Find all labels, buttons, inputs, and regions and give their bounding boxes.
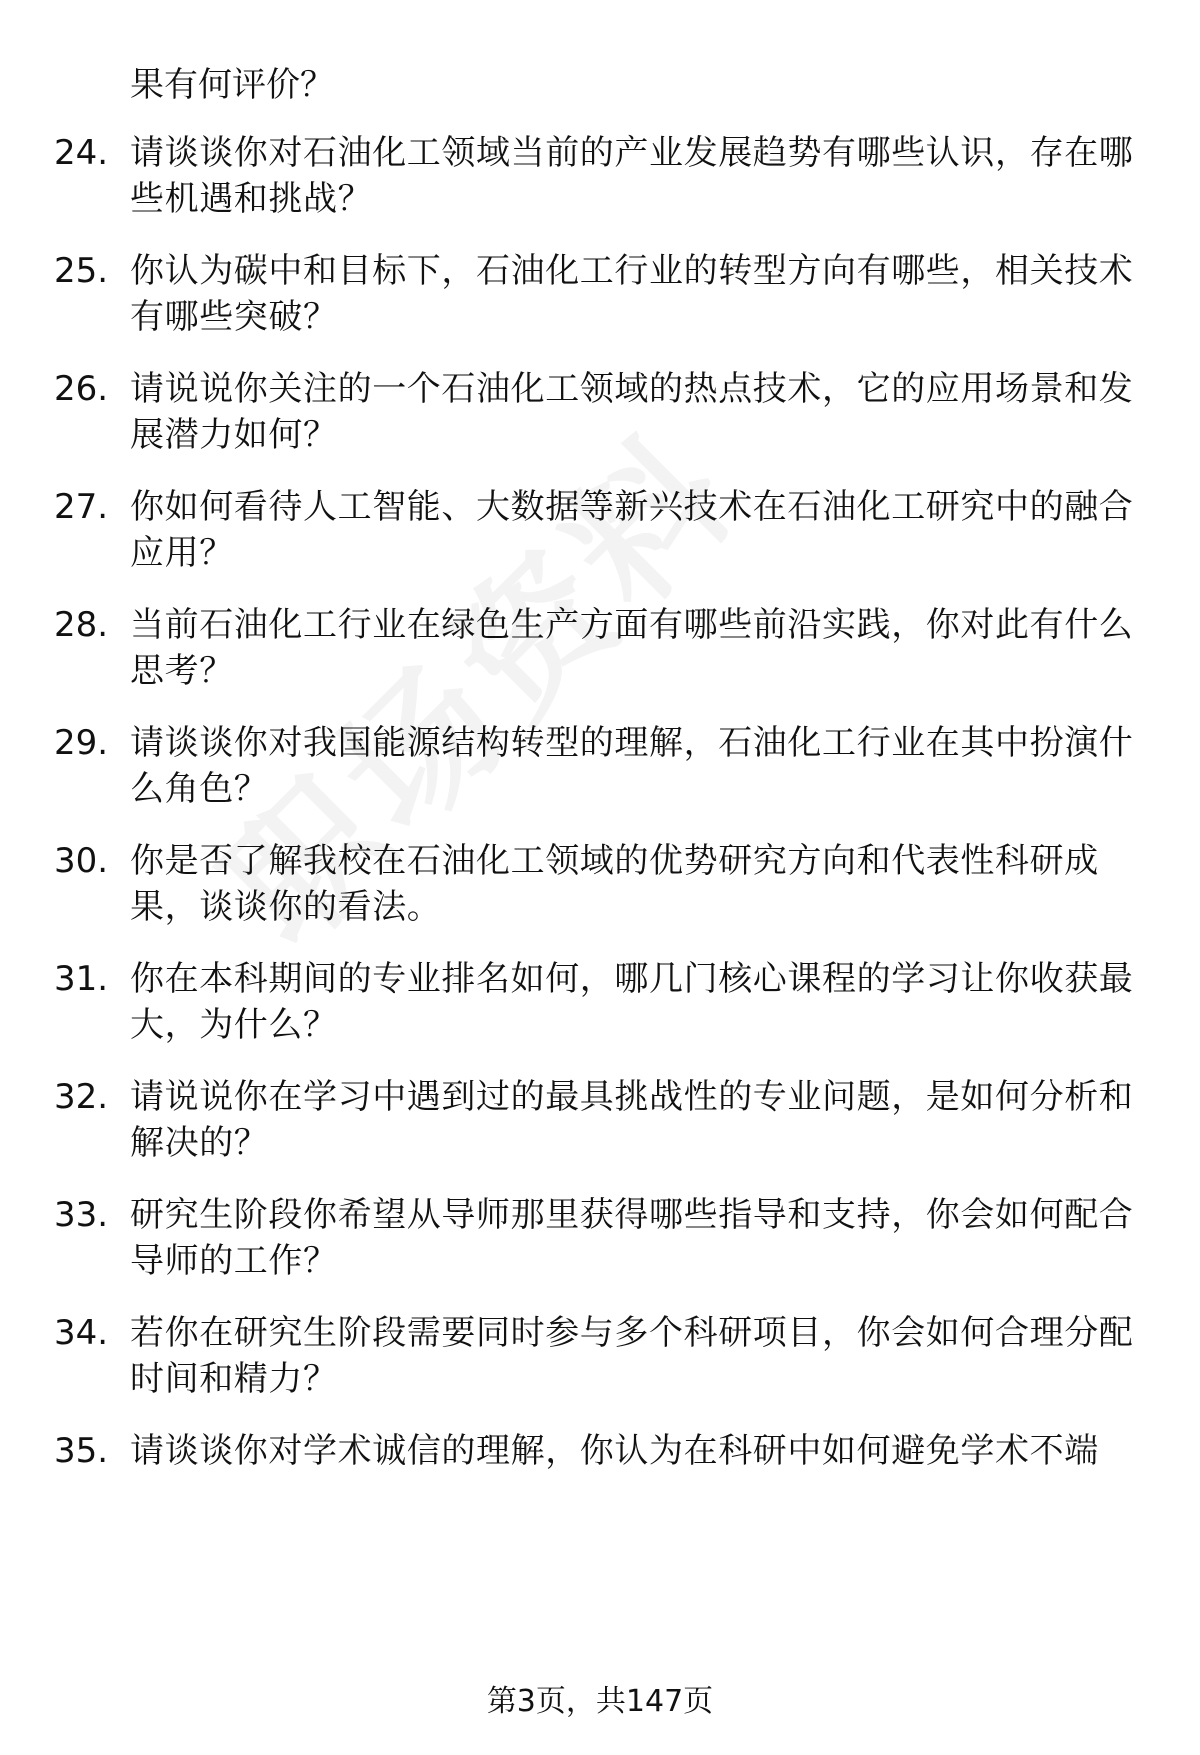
question-text: 请说说你关注的一个石油化工领域的热点技术，它的应用场景和发展潜力如何？ (130, 369, 1134, 455)
question-text: 研究生阶段你希望从导师那里获得哪些指导和支持，你会如何配合导师的工作？ (130, 1195, 1134, 1281)
question-number: 31. (54, 959, 109, 999)
question-text: 请谈谈你对石油化工领域当前的产业发展趋势有哪些认识，存在哪些机遇和挑战？ (130, 133, 1134, 219)
question-text: 请谈谈你对我国能源结构转型的理解，石油化工行业在其中扮演什么角色？ (130, 723, 1134, 809)
question-text: 请说说你在学习中遇到过的最具挑战性的专业问题，是如何分析和解决的？ (130, 1077, 1134, 1163)
continuation-text: 果有何评价？ (130, 65, 334, 105)
question-text: 请谈谈你对学术诚信的理解，你认为在科研中如何避免学术不端 (130, 1431, 1099, 1471)
question-text: 若你在研究生阶段需要同时参与多个科研项目，你会如何合理分配时间和精力？ (130, 1313, 1134, 1399)
question-number: 30. (54, 841, 109, 881)
page-footer: 第3页，共147页 (486, 1684, 714, 1719)
question-number: 26. (54, 369, 109, 409)
question-text: 你如何看待人工智能、大数据等新兴技术在石油化工研究中的融合应用？ (130, 487, 1134, 573)
question-number: 34. (54, 1313, 109, 1353)
question-text: 你在本科期间的专业排名如何，哪几门核心课程的学习让你收获最大，为什么？ (130, 959, 1134, 1045)
question-text: 你是否了解我校在石油化工领域的优势研究方向和代表性科研成果，谈谈你的看法。 (130, 841, 1099, 927)
question-number: 32. (54, 1077, 109, 1117)
question-number: 24. (54, 133, 109, 173)
question-number: 35. (54, 1431, 109, 1471)
question-number: 28. (54, 605, 109, 645)
question-text: 当前石油化工行业在绿色生产方面有哪些前沿实践，你对此有什么思考？ (130, 605, 1134, 691)
question-number: 33. (54, 1195, 109, 1235)
question-number: 29. (54, 723, 109, 763)
question-number: 27. (54, 487, 109, 527)
question-text: 你认为碳中和目标下，石油化工行业的转型方向有哪些，相关技术有哪些突破？ (130, 251, 1134, 337)
question-number: 25. (54, 251, 109, 291)
